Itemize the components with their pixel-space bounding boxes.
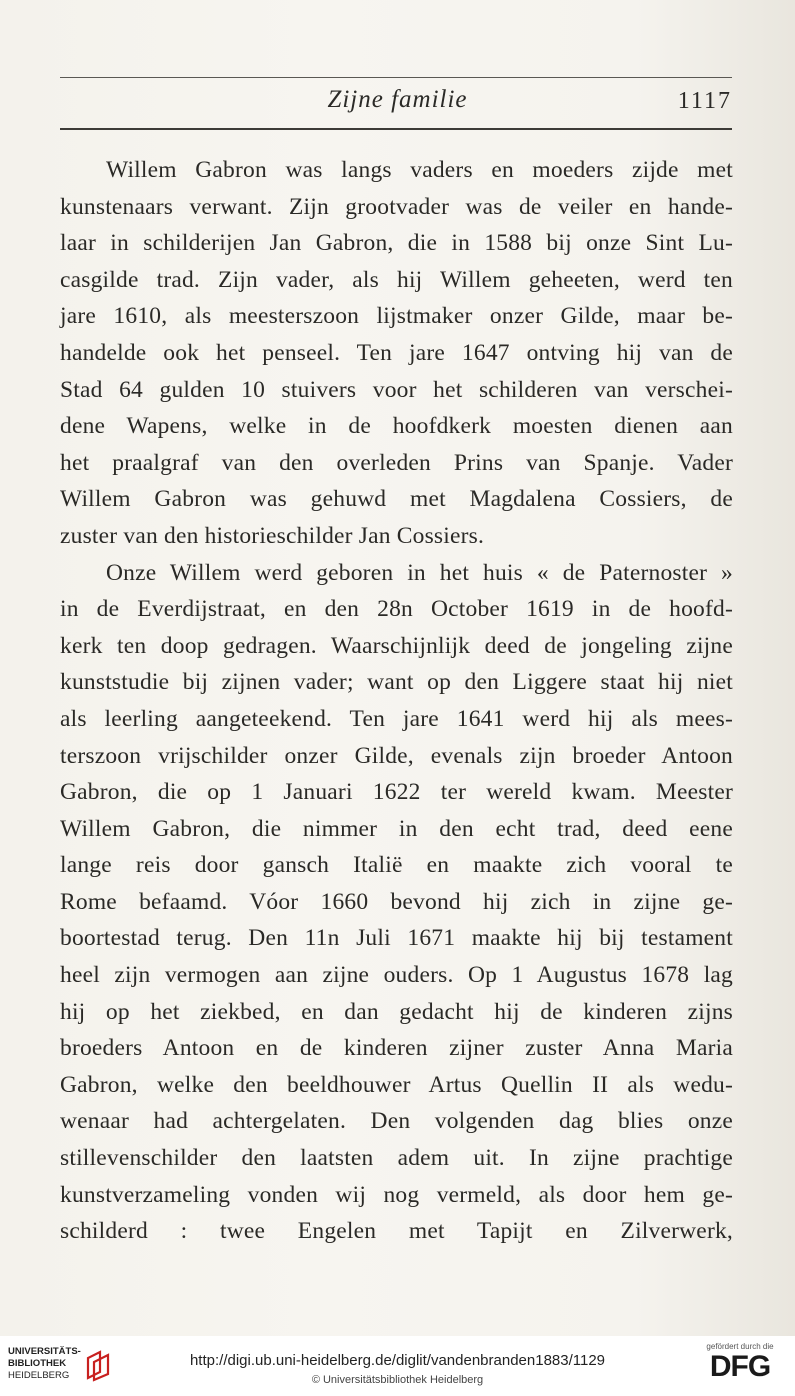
text-line: in de Everdijstraat, en den 28n October 1619 in de hoofd- [60, 596, 733, 623]
text-line: schilderd : twee Engelen met Tapijt en Zilverwerk, [60, 1218, 733, 1245]
copyright-notice: © Universitätsbibliothek Heidelberg [311, 1374, 484, 1386]
header-rule-bottom [60, 128, 732, 130]
text-line: kerk ten doop gedragen. Waarschijnlijk deed de jongeling zijne [60, 632, 733, 659]
funder-block[interactable] [699, 1342, 781, 1383]
text-line: Rome befaamd. Vóor 1660 bevond hij zich in zijne ge- [60, 888, 733, 915]
library-name-line: UNIVERSITÄTS- [8, 1346, 81, 1357]
text-line: dene Wapens, welke in de hoofdkerk moesten dienen aan [60, 413, 733, 440]
body-text [60, 152, 733, 1250]
text-line: Stad 64 gulden 10 stuivers voor het schilderen van verschei- [60, 376, 733, 403]
text-line: broeders Antoon en de kinderen zijner zuster Anna Maria [60, 1035, 733, 1062]
page-number: 1117 [677, 88, 732, 114]
text-line: stillevenschilder den laatsten adem uit. In zijne prachtige [60, 1145, 733, 1172]
viewer-footer [0, 1336, 795, 1396]
text-line: als leerling aangeteekend. Ten jare 1641 werd hij als mees- [60, 705, 733, 732]
library-name-line: HEIDELBERG [8, 1370, 70, 1381]
text-line: Willem Gabron was gehuwd met Magdalena Cossiers, de [60, 486, 733, 513]
text-line: Willem Gabron was langs vaders en moeders zijde met [106, 157, 733, 183]
text-line: Gabron, die op 1 Januari 1622 ter wereld kwam. Meester [60, 779, 733, 806]
text-line: wenaar had achtergelaten. Den volgenden dag blies onze [60, 1108, 733, 1135]
text-line: Willem Gabron, die nimmer in den echt trad, deed eene [60, 815, 733, 842]
text-line: kunststudie bij zijnen vader; want op den Liggere staat hij niet [60, 669, 733, 696]
library-name-line: BIBLIOTHEK [8, 1358, 67, 1369]
running-title: Zijne familie [327, 86, 468, 113]
text-line: Gabron, welke den beeldhouwer Artus Quellin II als wedu- [60, 1071, 733, 1098]
text-line: lange reis door gansch Italië en maakte zich vooral te [60, 852, 733, 879]
text-line: het praalgraf van den overleden Prins van Spanje. Vader [60, 449, 733, 476]
text-line: kunstverzameling vonden wij nog vermeld, als door hem ge- [60, 1181, 733, 1208]
text-line: terszoon vrijschilder onzer Gilde, evenals zijn broeder Antoon [60, 742, 733, 769]
text-line: Onze Willem werd geboren in het huis « de Paternoster » [106, 559, 733, 586]
header-rule-top [60, 77, 732, 78]
text-line: zuster van den historieschilder Jan Cossiers. [60, 522, 485, 549]
text-line: laar in schilderijen Jan Gabron, die in 1588 bij onze Sint Lu- [60, 230, 733, 257]
text-line: jare 1610, als meesterszoon lijstmaker onzer Gilde, maar be- [60, 303, 733, 330]
text-line: hij op het ziekbed, en dan gedacht hij de kinderen zijns [60, 998, 733, 1025]
text-line: kunstenaars verwant. Zijn grootvader was de veiler en hande- [60, 193, 733, 220]
text-line: heel zijn vermogen aan zijne ouders. Op 1 Augustus 1678 lag [60, 962, 733, 989]
funding-note: gefördert durch die [706, 1342, 774, 1351]
permalink-url[interactable]: http://digi.ub.uni-heidelberg.de/diglit/vandenbranden1883/1129 [189, 1352, 606, 1369]
text-line: casgilde trad. Zijn vader, als hij Willem geheeten, werd ten [60, 266, 733, 293]
text-line: handelde ook het penseel. Ten jare 1647 ontving hij van de [60, 339, 733, 366]
text-line: boortestad terug. Den 11n Juli 1671 maakte hij bij testament [60, 925, 733, 952]
dfg-logo-icon: DFG [709, 1350, 771, 1383]
